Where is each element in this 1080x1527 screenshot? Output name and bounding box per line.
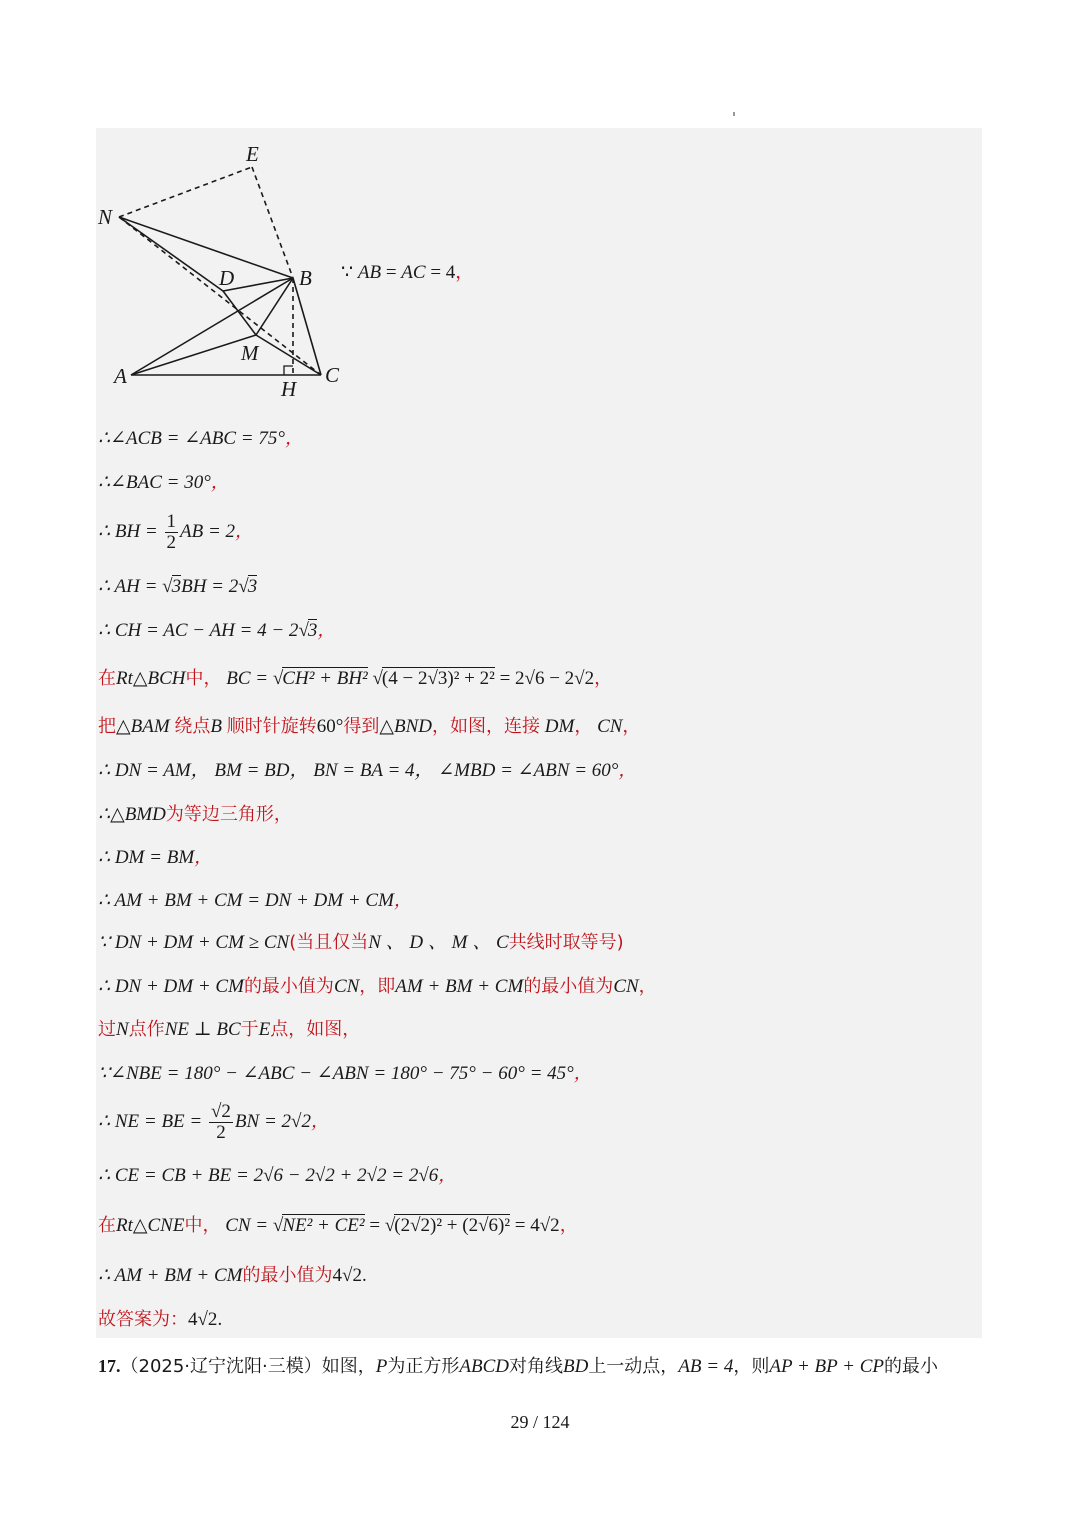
problem-17: 17.（2025·辽宁沈阳·三模）如图，P为正方形ABCD对角线BD上一动点，AB = 4，则AP + BP + CP的最小 <box>98 1356 939 1377</box>
segment-DM <box>223 291 256 335</box>
line-angles-75: ∴∠ACB = ∠ABC = 75°， <box>98 428 303 449</box>
segment-AM <box>131 335 256 375</box>
line-ah: ∴ AH = √3BH = 2√3 <box>98 576 258 597</box>
page-number: 29 / 124 <box>510 1412 570 1432</box>
label-A: A <box>114 364 127 388</box>
line-equalities: ∴ DN = AM， BM = BD， BN = BA = 4， ∠MBD = ∠ABN = 60°， <box>98 760 637 781</box>
right-angle-mark <box>284 366 293 375</box>
line-bc: 在Rt△BCH中， BC = √CH² + BH² √(4 − 2√3)² + 2² = 2√6 − 2√2， <box>98 668 613 689</box>
label-N: N <box>98 205 113 229</box>
line-given: ∵ AB = AC = 4， <box>341 262 474 283</box>
line-cn: 在Rt△CNE中， CN = √NE² + CE² = √(2√2)² + (2√6)² = 4√2， <box>98 1215 578 1236</box>
line-inequality: ∵ DN + DM + CM ≥ CN(当且仅当N 、 D 、 M 、 C共线时取等号) <box>98 932 624 953</box>
line-sum-equal: ∴ AM + BM + CM = DN + DM + CM， <box>98 890 412 911</box>
line-rotate: 把△BAM 绕点B 顺时针旋转60°得到△BND，如图，连接 DM， CN， <box>98 716 641 737</box>
segment-ND <box>119 217 223 291</box>
label-B: B <box>299 266 312 290</box>
segment-EB <box>252 167 293 278</box>
label-E: E <box>246 142 259 166</box>
label-M: M <box>241 341 259 365</box>
line-conclusion: ∴ AM + BM + CM的最小值为4√2. <box>98 1265 367 1286</box>
line-ne-be: ∴ NE = BE = $\frac{√2}{2}$ BN = 2√2， <box>98 1101 329 1143</box>
line-ch: ∴ CH = AC − AH = 4 − 2√3， <box>98 620 336 641</box>
page-corner-mark <box>733 112 735 116</box>
line-dm-bm: ∴ DM = BM， <box>98 847 213 868</box>
line-perpendicular: 过N点作NE ⊥ BC于E点，如图， <box>98 1019 361 1040</box>
segment-AB <box>131 278 293 375</box>
segment-MB <box>256 278 293 335</box>
line-angle-30: ∴∠BAC = 30°， <box>98 472 229 493</box>
geometry-figure <box>96 128 356 408</box>
line-bh: ∴ BH = $\frac{1}{2}$ AB = 2， <box>98 511 254 553</box>
line-ce: ∴ CE = CB + BE = 2√6 − 2√2 + 2√2 = 2√6， <box>98 1165 457 1186</box>
segment-NB <box>119 217 293 278</box>
label-D: D <box>219 266 235 290</box>
label-H: H <box>281 377 297 401</box>
label-C: C <box>325 363 340 387</box>
line-answer: 故答案为：4√2. <box>98 1309 223 1330</box>
line-min-cn: ∴ DN + DM + CM的最小值为CN，即AM + BM + CM的最小值为CN， <box>98 976 657 997</box>
segment-NC <box>119 217 321 375</box>
line-equilateral: ∴△BMD为等边三角形， <box>98 804 292 825</box>
segment-NE <box>119 167 252 217</box>
line-angle-nbe: ∵∠NBE = 180° − ∠ABC − ∠ABN = 180° − 75° − 60° = 45°， <box>98 1063 592 1084</box>
